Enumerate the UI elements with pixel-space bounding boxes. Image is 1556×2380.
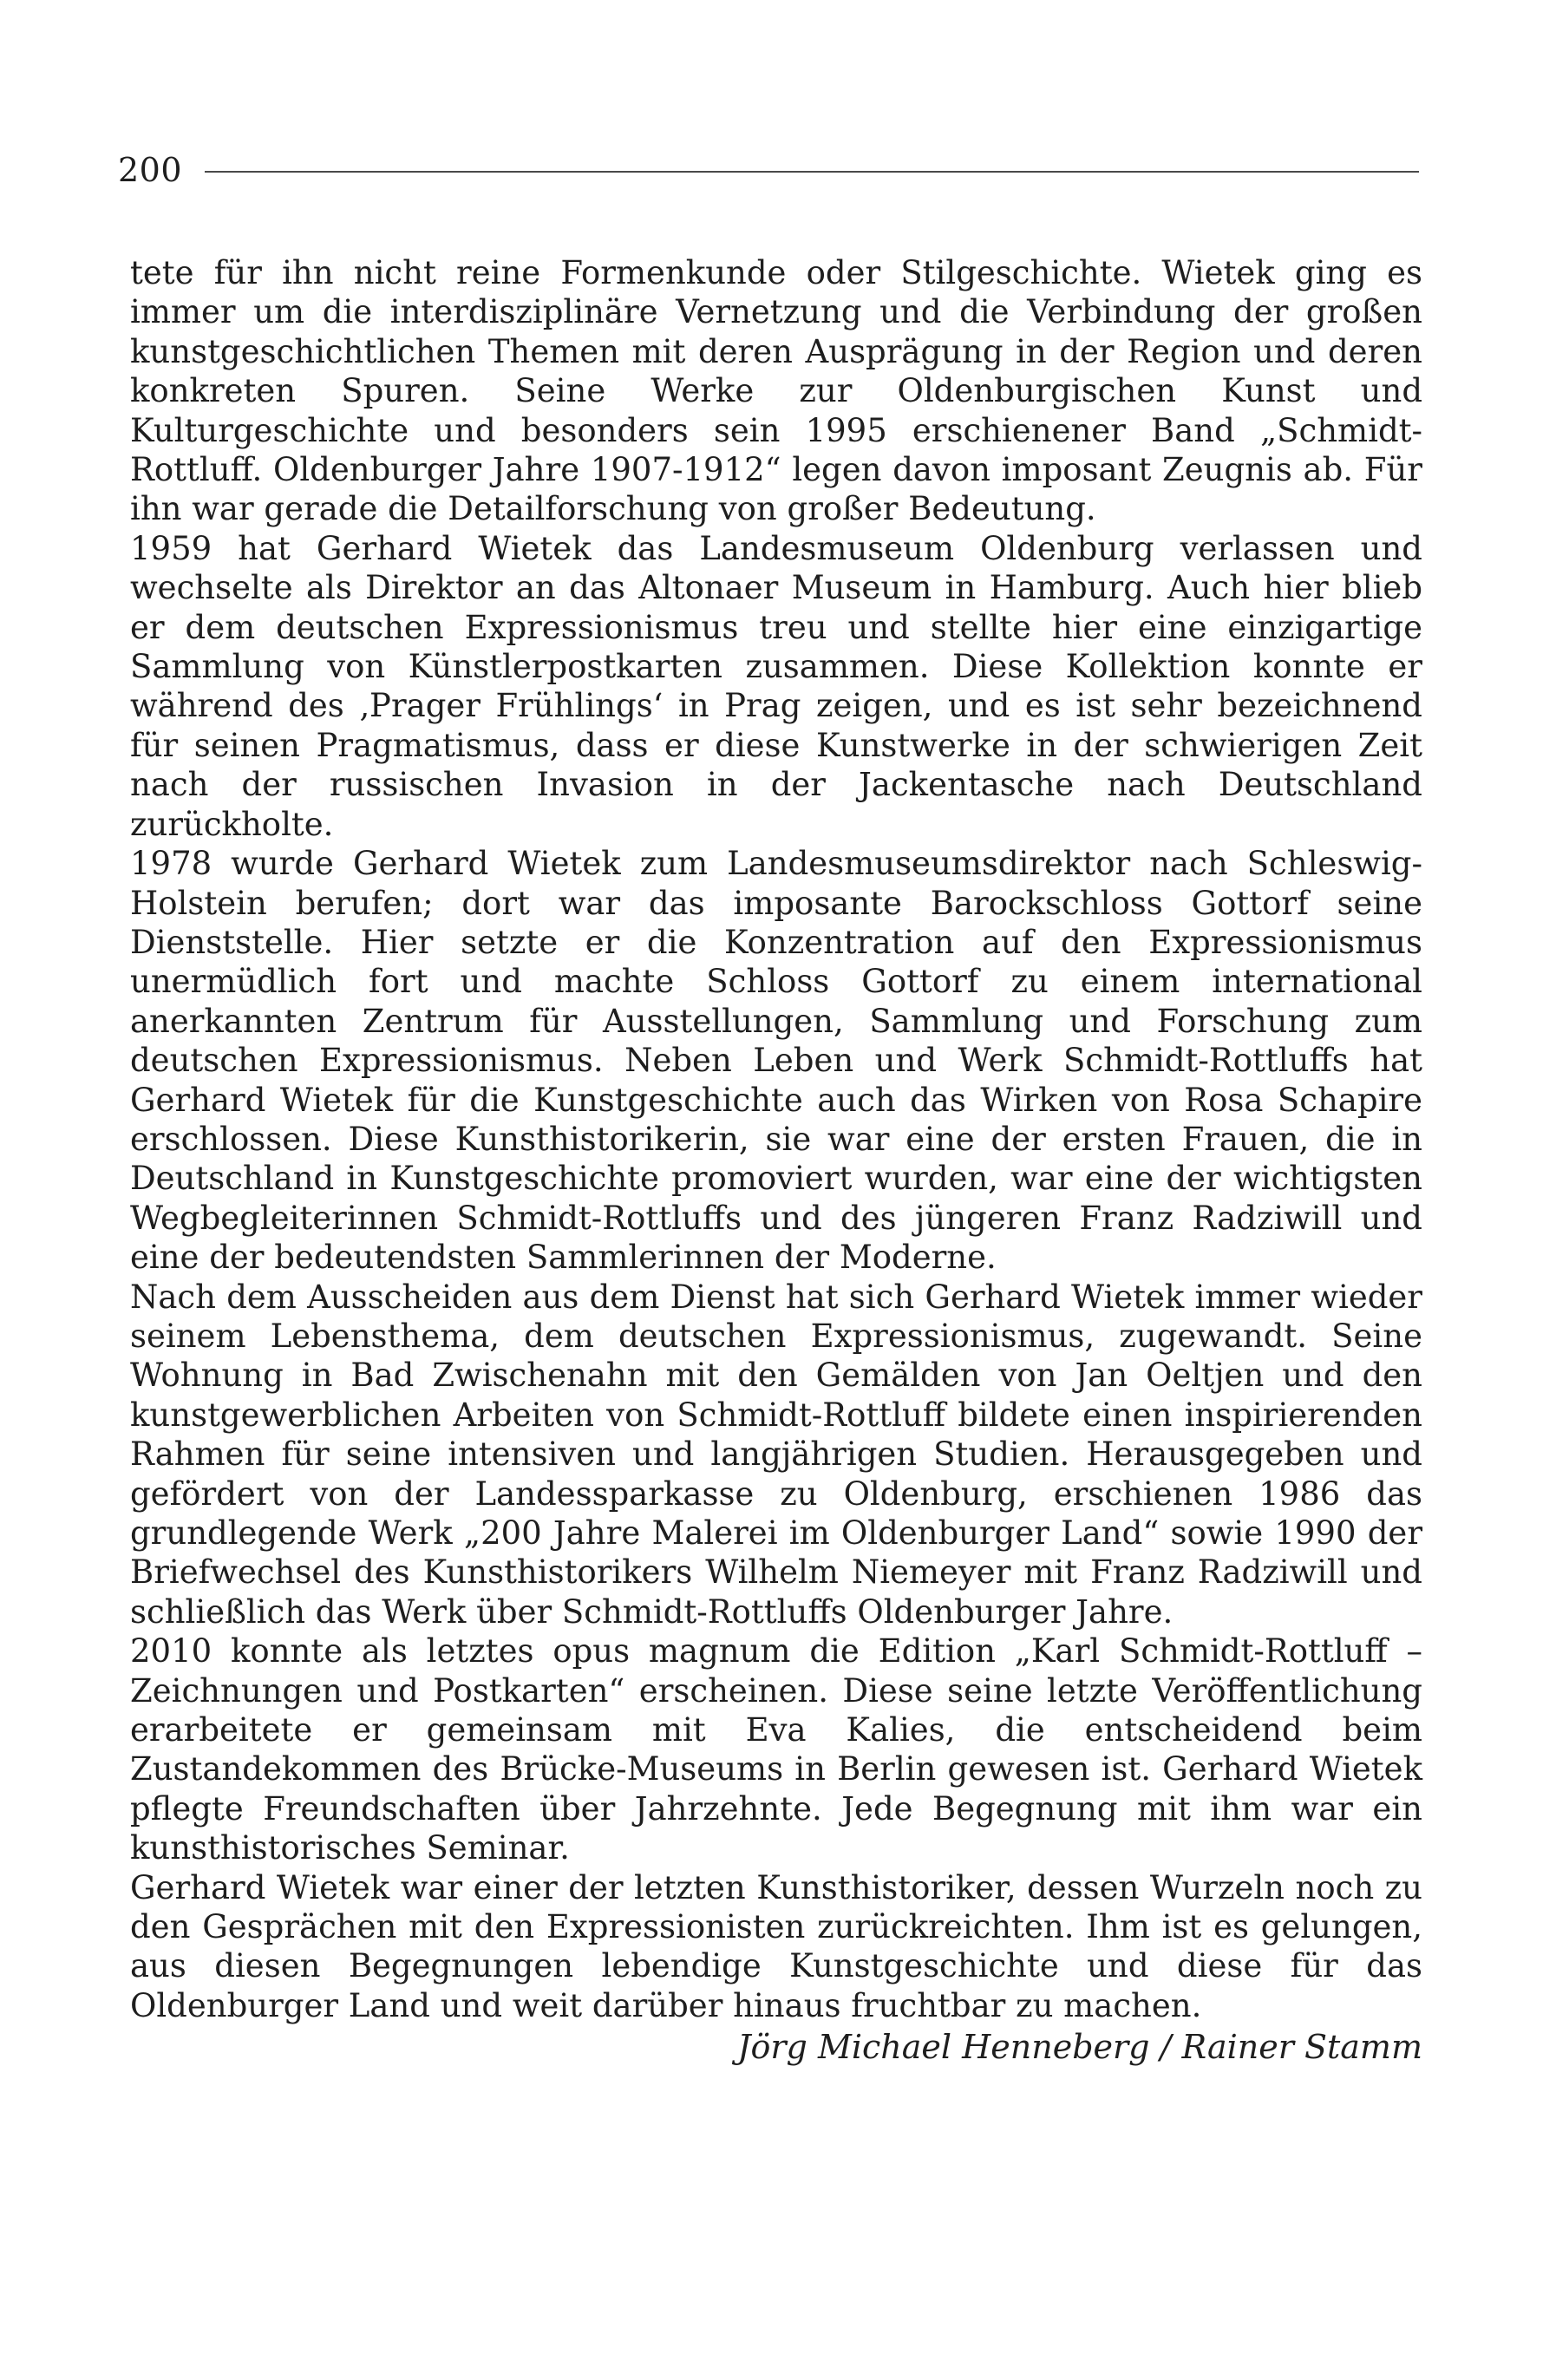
page-number: 200 <box>118 151 183 189</box>
paragraph-6: Gerhard Wietek war einer der letzten Kunsthistoriker, dessen Wurzeln noch zu den Gesprächen mit den Expressionisten zurückreichten. Ihm ist es gelungen, aus diesen Begegnungen lebendige Kunstgeschichte und diese für das Oldenburger Land und weit darüber hinaus fruchtbar zu machen. <box>130 1868 1422 2024</box>
article-body <box>130 253 1422 2025</box>
paragraph-5: 2010 konnte als letztes opus magnum die Edition „Karl Schmidt-Rottluff – Zeichnungen und Postkarten“ erscheinen. Diese seine letzte Veröffentlichung erarbeitete er gemeinsam mit Eva Kalies, die entscheidend beim Zustandekommen des Brücke-Museums in Berlin gewesen ist. Gerhard Wietek pflegte Freundschaften über Jahrzehnte. Jede Begegnung mit ihm war ein kunsthistorisches Seminar. <box>130 1632 1422 1867</box>
paragraph-4: Nach dem Ausscheiden aus dem Dienst hat sich Gerhard Wietek immer wieder seinem Lebensthema, dem deutschen Expressionismus, zugewandt. Seine Wohnung in Bad Zwischenahn mit den Gemälden von Jan Oeltjen und den kunstgewerblichen Arbeiten von Schmidt-Rottluff bildete einen inspirierenden Rahmen für seine intensiven und langjährigen Studien. Herausgegeben und gefördert von der Landessparkasse zu Oldenburg, erschienen 1986 das grundlegende Werk „200 Jahre Malerei im Oldenburger Land“ sowie 1990 der Briefwechsel des Kunsthistorikers Wilhelm Niemeyer mit Franz Radziwill und schließlich das Werk über Schmidt-Rottluffs Oldenburger Jahre. <box>130 1278 1422 1631</box>
paragraph-3: 1978 wurde Gerhard Wietek zum Landesmuseumsdirektor nach Schleswig-Holstein berufen; dort war das imposante Barockschloss Gottorf seine Dienststelle. Hier setzte er die Konzentration auf den Expressionismus unermüdlich fort und machte Schloss Gottorf zu einem international anerkannten Zentrum für Ausstellungen, Sammlung und Forschung zum deutschen Expressionismus. Neben Leben und Werk Schmidt-Rottluffs hat Gerhard Wietek für die Kunstgeschichte auch das Wirken von Rosa Schapire erschlossen. Diese Kunsthistorikerin, sie war eine der ersten Frauen, die in Deutschland in Kunstgeschichte promoviert wurden, war eine der wichtigsten Wegbegleiterinnen Schmidt-Rottluffs und des jüngeren Franz Radziwill und eine der bedeutendsten Sammlerinnen der Moderne. <box>130 845 1422 1277</box>
paragraph-2: 1959 hat Gerhard Wietek das Landesmuseum Oldenburg verlassen und wechselte als Direktor an das Altonaer Museum in Hamburg. Auch hier blieb er dem deutschen Expressionismus treu und stellte hier eine einzigartige Sammlung von Künstlerpostkarten zusammen. Diese Kollektion konnte er während des ‚Prager Frühlings‘ in Prag zeigen, und es ist sehr bezeichnend für seinen Pragmatismus, dass er diese Kunstwerke in der schwierigen Zeit nach der russischen Invasion in der Jackentasche nach Deutschland zurückholte. <box>130 529 1422 843</box>
author-signature-line: Jörg Michael Henneberg / Rainer Stamm <box>737 2028 1422 2066</box>
header-rule <box>205 171 1419 173</box>
page-header <box>118 146 1419 194</box>
paragraph-1: tete für ihn nicht reine Formenkunde oder Stilgeschichte. Wietek ging es immer um die interdisziplinäre Vernetzung und die Verbindung der großen kunstgeschichtlichen Themen mit deren Ausprägung in der Region und deren konkreten Spuren. Seine Werke zur Oldenburgischen Kunst und Kulturgeschichte und besonders sein 1995 erschienener Band „Schmidt-Rottluff. Oldenburger Jahre 1907-1912“ legen davon imposant Zeugnis ab. Für ihn war gerade die Detailforschung von großer Bedeutung. <box>130 254 1422 528</box>
